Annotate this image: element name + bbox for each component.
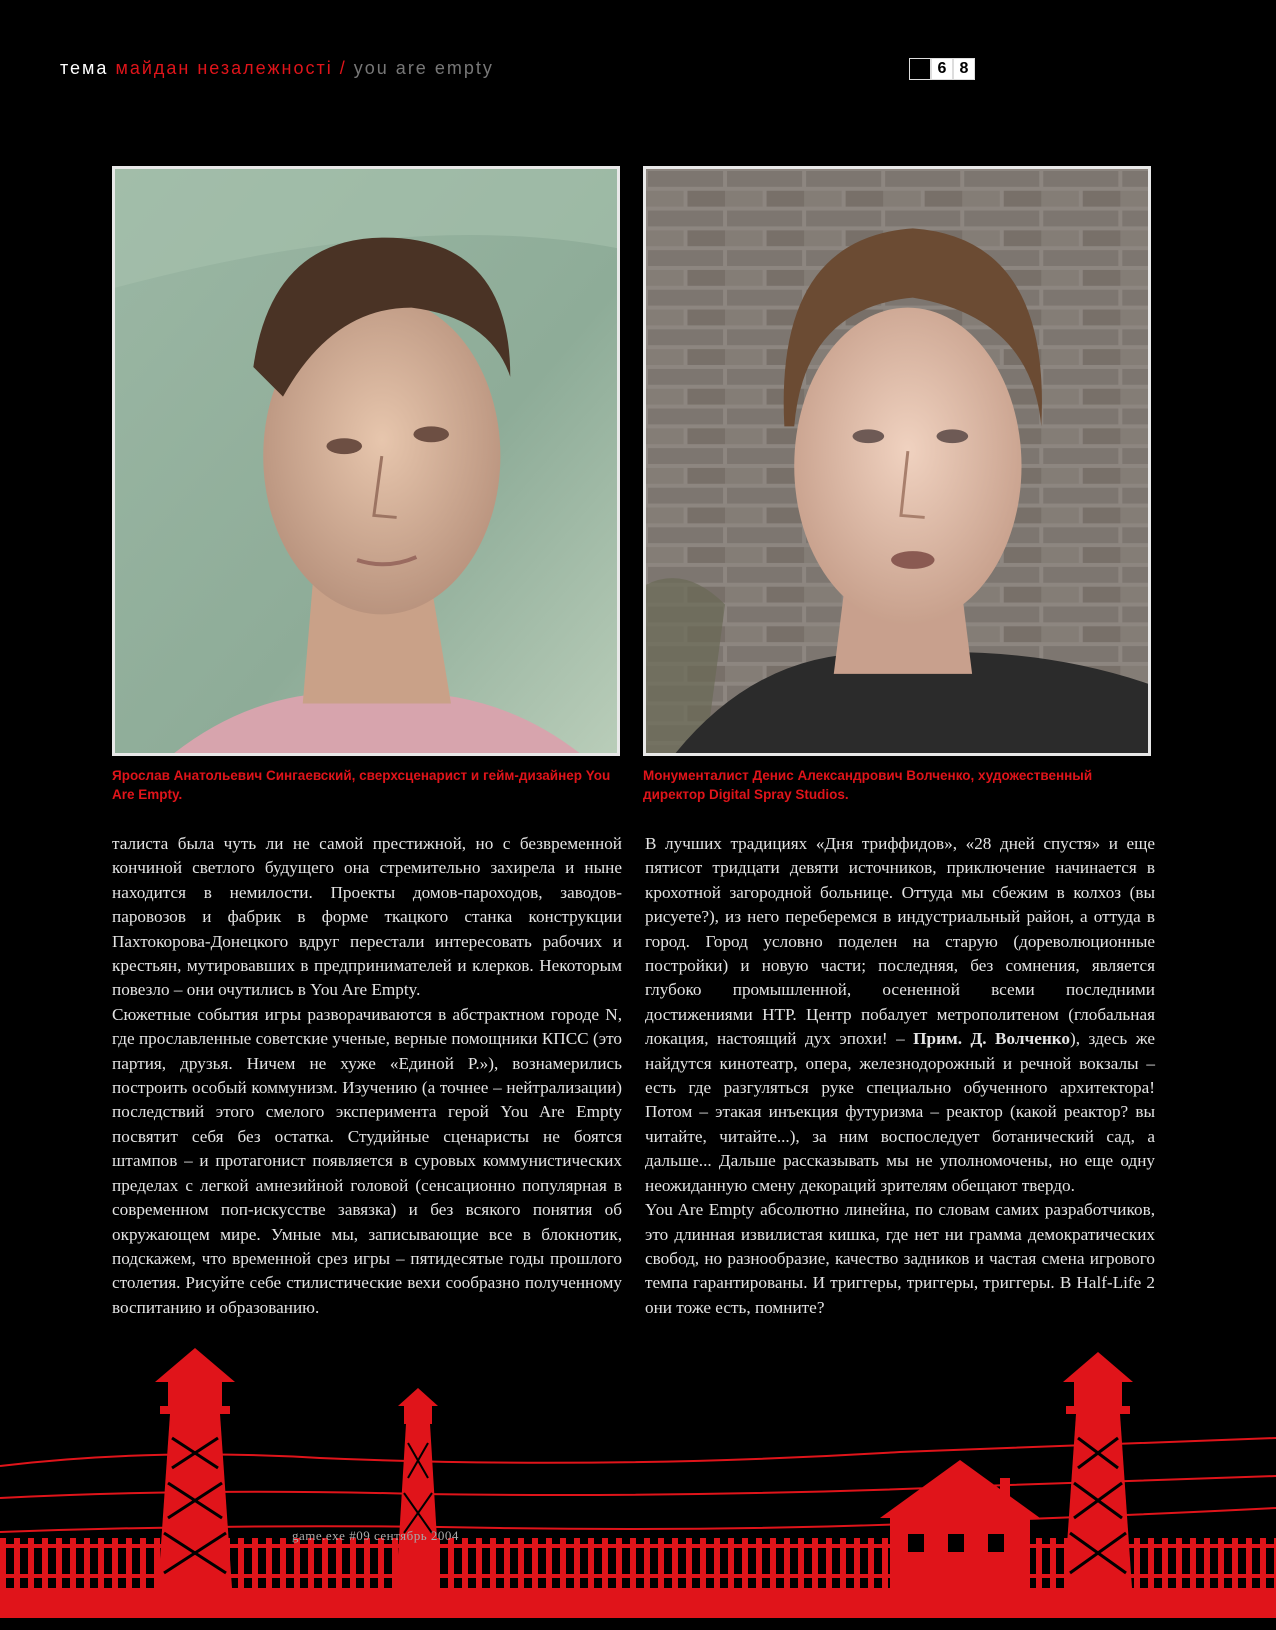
header-subsection: you are empty bbox=[353, 58, 494, 78]
article-paragraph: талиста была чуть ли не самой престижной, но с безвременной кончиной светлого будущего она стремительно захирела и ныне находится в немилости. Проекты домов-пароходов, заводов-паровозов и фабрик в форме ткацкого станка конструкции Пахтокорова-Донецкого вдруг перестали интересовать рабочих и крестьян, мутировавших в предпринимателей и клерков. Некоторым повезло – они очутились в You Are Empty. bbox=[112, 834, 622, 1000]
article-column-right bbox=[645, 832, 1155, 1320]
fence-picket bbox=[1148, 1538, 1154, 1588]
fence-picket bbox=[588, 1538, 594, 1588]
fence-picket bbox=[56, 1538, 62, 1588]
fence-picket bbox=[728, 1538, 734, 1588]
page-number-digit: 6 bbox=[931, 58, 953, 80]
fence-picket bbox=[476, 1538, 482, 1588]
fence-picket bbox=[658, 1538, 664, 1588]
article-paragraph: You Are Empty абсолютно линейна, по словам самих разработчиков, это длинная извилистая кишка, где нет ни грамма демократических свобод, но разнообразие, качество задников и частая смена игрового темпа гарантированы. И триггеры, триггеры, триггеры. В Half-Life 2 они тоже есть, помните? bbox=[645, 1200, 1155, 1317]
guard-tower-middle bbox=[396, 1388, 440, 1588]
fence-picket bbox=[714, 1538, 720, 1588]
fence-picket bbox=[546, 1538, 552, 1588]
paragraph-text: ), здесь же найдутся кинотеатр, опера, железнодорожный и речной вокзалы – есть где разгуляться руке специально обученного архитектора! Потом – этакая инъекция футуризма – реактор (какой реактор? вы читайте, читайте...), за ним воспоследует ботанический сад, а дальше... Дальше рассказывать мы не уполномочены, но еще одну неожиданную смену декораций зрителям обещают твердо. bbox=[645, 1029, 1155, 1195]
fence-picket bbox=[784, 1538, 790, 1588]
portrait-photo-singaevsky bbox=[112, 166, 620, 756]
fence-picket bbox=[1036, 1538, 1042, 1588]
fence-picket bbox=[700, 1538, 706, 1588]
article-paragraph: Сюжетные события игры разворачиваются в абстрактном городе N, где прославленные советские ученые, верные помощники КПСС (это партия, друзья. Ничем не хуже «Единой Р.»), вознамерились построить особый коммунизм. Изучению (а точнее – нейтрализации) последствий этого смелого эксперимента герой You Are Empty посвятит себя без остатка. Студийные сценаристы не боятся штампов – и протагонист появляется в суровых коммунистических пределах с легкой амнезийной головой (сенсационно популярная в современном поп-искусстве завязка) и без всякого понятия об окружающем мире. Умные мы, записывающие все в блокнотик, подскажем, что временной срез игры – пятидесятые годы прошлого столетия. Рисуйте себе стилистические вехи сообразно полученному воспитанию и образованию. bbox=[112, 1004, 622, 1317]
fence-picket bbox=[238, 1538, 244, 1588]
fence-picket bbox=[350, 1538, 356, 1588]
fence-picket bbox=[28, 1538, 34, 1588]
page-number bbox=[909, 58, 975, 80]
fence-picket bbox=[112, 1538, 118, 1588]
fence-picket bbox=[364, 1538, 370, 1588]
fence-picket bbox=[868, 1538, 874, 1588]
fence-picket bbox=[1162, 1538, 1168, 1588]
article-column-left bbox=[112, 832, 622, 1320]
fence-picket bbox=[322, 1538, 328, 1588]
fence-picket bbox=[462, 1538, 468, 1588]
header-section: майдан незалежності bbox=[115, 58, 333, 78]
photo-caption: Монументалист Денис Александрович Волченко, художественный директор Digital Spray Studios. bbox=[643, 768, 1093, 802]
fence-picket bbox=[504, 1538, 510, 1588]
fence-picket bbox=[560, 1538, 566, 1588]
fence-picket bbox=[1246, 1538, 1252, 1588]
fence-picket bbox=[252, 1538, 258, 1588]
fence-picket bbox=[1204, 1538, 1210, 1588]
photo-caption: Ярослав Анатольевич Сингаевский, сверхсценарист и гейм-дизайнер You Are Empty. bbox=[112, 768, 611, 802]
fence-picket bbox=[280, 1538, 286, 1588]
fence-picket bbox=[616, 1538, 622, 1588]
fence-picket bbox=[840, 1538, 846, 1588]
fence-picket bbox=[42, 1538, 48, 1588]
fence-picket bbox=[140, 1538, 146, 1588]
fence-picket bbox=[294, 1538, 300, 1588]
barrack-house bbox=[880, 1460, 1040, 1588]
fence-picket bbox=[308, 1538, 314, 1588]
fence-picket bbox=[630, 1538, 636, 1588]
fence-picket bbox=[1050, 1538, 1056, 1588]
editor-note: Прим. Д. Волченко bbox=[913, 1029, 1071, 1049]
fence-picket bbox=[518, 1538, 524, 1588]
fence-picket bbox=[798, 1538, 804, 1588]
fence-picket bbox=[812, 1538, 818, 1588]
fence-picket bbox=[70, 1538, 76, 1588]
issue-footer: game.exe #09 сентябрь 2004 bbox=[292, 1528, 459, 1543]
fence-picket bbox=[266, 1538, 272, 1588]
fence-picket bbox=[882, 1538, 888, 1588]
fence-picket bbox=[1134, 1538, 1140, 1588]
page-number-digit: 8 bbox=[953, 58, 975, 80]
fence-picket bbox=[14, 1538, 20, 1588]
fence-picket bbox=[854, 1538, 860, 1588]
fence-picket bbox=[1218, 1538, 1224, 1588]
fence-picket bbox=[672, 1538, 678, 1588]
fence-picket bbox=[0, 1538, 6, 1588]
header-topic: тема bbox=[60, 58, 109, 78]
fence-picket bbox=[126, 1538, 132, 1588]
fence-picket bbox=[1176, 1538, 1182, 1588]
paragraph-text: В лучших традициях «Дня триффидов», «28 дней спустя» и еще пятисот тридцати девяти источников, приключение начинается в крохотной загородной больнице. Оттуда мы сбежим в колхоз (вы рисуете?), из него переберемся в индустриальный район, а оттуда в город. Город условно поделен на старую (дореволюционные постройки) и новую части; последняя, без сомнения, является глубоко промышленной, осененной всеми последними достижениями НТР. Центр побалует метрополитеном (глобальная локация, настоящий дух эпохи! – bbox=[645, 834, 1155, 1049]
fence-picket bbox=[602, 1538, 608, 1588]
fence-picket bbox=[98, 1538, 104, 1588]
section-header bbox=[60, 58, 494, 79]
fence-picket bbox=[826, 1538, 832, 1588]
fence-picket bbox=[644, 1538, 650, 1588]
fence-picket bbox=[1232, 1538, 1238, 1588]
page-number-blank bbox=[909, 58, 931, 80]
fence-picket bbox=[686, 1538, 692, 1588]
fence-picket bbox=[574, 1538, 580, 1588]
fence-picket bbox=[84, 1538, 90, 1588]
article-paragraph bbox=[645, 832, 1155, 1198]
gulag-fence-illustration bbox=[0, 1348, 1276, 1618]
fence-picket bbox=[1190, 1538, 1196, 1588]
fence-picket bbox=[532, 1538, 538, 1588]
fence-picket bbox=[378, 1538, 384, 1588]
fence-picket bbox=[756, 1538, 762, 1588]
portrait-photo-volchenko bbox=[643, 166, 1151, 756]
fence-picket bbox=[1260, 1538, 1266, 1588]
fence-picket bbox=[742, 1538, 748, 1588]
fence-picket bbox=[490, 1538, 496, 1588]
fence-picket bbox=[770, 1538, 776, 1588]
fence-picket bbox=[336, 1538, 342, 1588]
fence-picket bbox=[448, 1538, 454, 1588]
header-separator: / bbox=[339, 58, 347, 78]
